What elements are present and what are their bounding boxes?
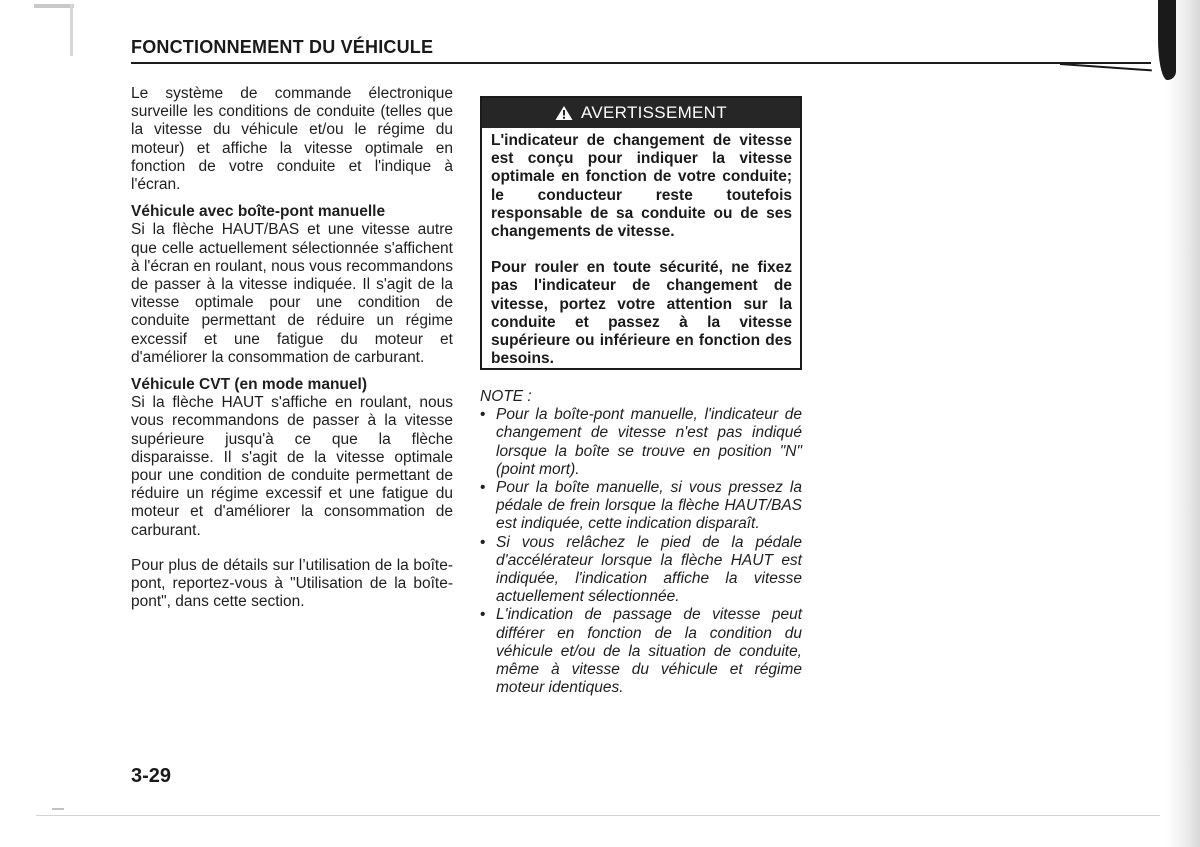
scan-artifact-bottom-left [52,800,64,810]
manual-gearbox-paragraph: Si la flèche HAUT/BAS et une vitesse autre que celle actuellement sélectionnée s'affichent à l'écran en roulant, nous vous recommandons de passer à la vitesse indiquée. Il s'agit de la vitesse optimale pour une condition de conduite permettant de réduire un régime excessif et une fatigue du moteur et d'améliorer la consommation de carburant. [131,221,453,366]
note-item: • L'indication de passage de vitesse peut différer en fonction de la condition du véhicule et/ou de la situation de conduite, même à vitesse du véhicule et régime moteur identiques. [480,606,802,697]
header-rule [131,62,1151,64]
scan-page-edge-right [1166,0,1200,847]
note-item: • Pour la boîte manuelle, si vous pressez la pédale de frein lorsque la flèche HAUT/BAS est indiquée, cette indication disparaît. [480,479,802,534]
cvt-paragraph: Si la flèche HAUT s'affiche en roulant, nous vous recommandons de passer à la vitesse supérieure jusqu'à ce que la flèche disparaisse. Il s'agit de la vitesse optimale pour une condition de conduite permettant de réduire un régime excessif et une fatigue du moteur et d'améliorer la consommation de carburant. [131,394,453,539]
scan-artifact-edge [70,4,73,56]
note-list [480,406,802,697]
warning-box [480,96,802,370]
note-item: • Si vous relâchez le pied de la pédale d'accélérateur lorsque la flèche HAUT est indiquée, l'indication affiche la vitesse actuellement sélectionnée. [480,534,802,607]
scan-artifact-bottom-line [36,815,1160,816]
details-paragraph: Pour plus de détails sur l’utilisation de la boîte-pont, reportez-vous à "Utilisation de la boîte-pont", dans cette section. [131,556,453,611]
intro-paragraph: Le système de commande électronique surveille les conditions de conduite (telles que la vitesse du véhicule et/ou le régime du moteur) et affiche la vitesse optimale en fonction de votre conduite et l'indique à l'écran. [131,85,453,194]
warning-paragraph-2: Pour rouler en toute sécurité, ne fixez pas l'indicateur de changement de vitesse, portez votre attention sur la conduite et passez à la vitesse supérieure ou inférieure en fonction des besoins. [491,259,792,368]
manual-gearbox-heading: Véhicule avec boîte-pont manuelle [131,203,386,221]
header-rule-tail [1060,63,1152,71]
note-section [480,388,802,697]
warning-triangle-icon [555,105,573,121]
page-number: 3-29 [131,765,172,787]
cvt-heading: Véhicule CVT (en mode manuel) [131,376,367,394]
scan-artifact-top-right [1158,0,1176,80]
warning-header [482,98,800,128]
left-column [131,85,453,611]
warning-body [482,128,800,368]
note-item: • Pour la boîte-pont manuelle, l'indicateur de changement de vitesse n'est pas indiqué lorsque la boîte se trouve en position "N" (point mort). [480,406,802,479]
warning-title: AVERTISSEMENT [581,103,727,122]
section-title: FONCTIONNEMENT DU VÉHICULE [131,37,434,57]
scan-artifact-top-left [34,4,74,8]
warning-paragraph-1: L'indicateur de changement de vitesse est conçu pour indiquer la vitesse optimale en fonction de votre conduite; le conducteur reste toutefois responsable de sa conduite ou de ses changements de vitesse. [491,132,792,241]
note-title: NOTE : [480,388,532,405]
